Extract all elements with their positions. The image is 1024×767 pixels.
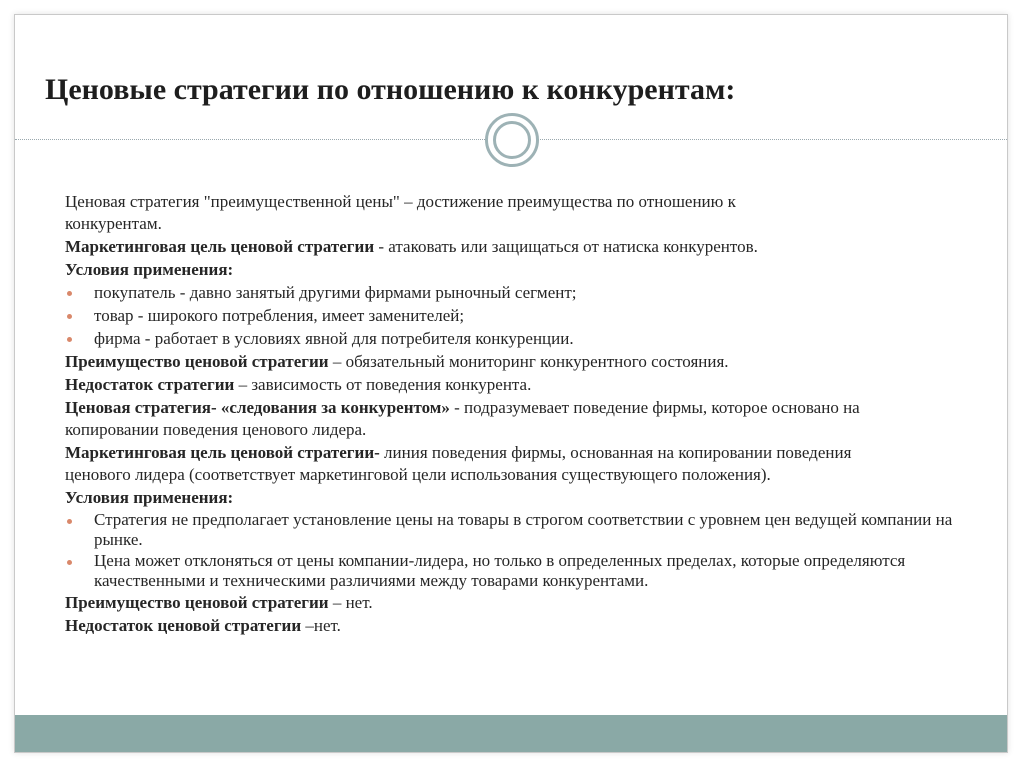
advantage-1-paragraph [65, 351, 965, 373]
goal-1-text: - атаковать или защищаться от натиска конкурентов. [374, 237, 758, 256]
list-item: товар - широкого потребления, имеет заменителей; [65, 305, 965, 327]
dot-bullet-icon [67, 519, 72, 524]
list-item: покупатель - давно занятый другими фирмами рыночный сегмент; [65, 282, 965, 304]
dot-bullet-icon [67, 314, 72, 319]
strategy-2-text: - подразумевает поведение фирмы, которое основано на копировании поведения ценового лидера. [65, 398, 860, 439]
advantage-2-text: – нет. [328, 593, 373, 612]
advantage-2-paragraph [65, 592, 965, 614]
slide-content [65, 191, 965, 637]
list-item: Цена может отклоняться от цены компании-лидера, но только в определенных пределах, которые определяются качественными и техническими различиями между товарами конкурентами. [65, 551, 984, 591]
goal-1-label: Маркетинговая цель ценовой стратегии [65, 237, 375, 256]
goal-1-paragraph [65, 236, 835, 258]
slide [14, 14, 1008, 753]
goal-2-paragraph [65, 442, 895, 486]
drawback-2-label: Недостаток ценовой стратегии [65, 616, 302, 635]
inner-ring [493, 121, 531, 159]
dot-bullet-icon [67, 337, 72, 342]
list-item: Стратегия не предполагает установление цены на товары в строгом соответствии с уровнем цен ведущей компании на рынке. [65, 510, 964, 550]
dot-bullet-icon [67, 560, 72, 565]
strategy-1-label: Ценовая стратегия "преимущественной цены" [65, 192, 400, 211]
conditions-2-heading: Условия применения: [65, 488, 234, 507]
strategy-1-paragraph [65, 191, 825, 235]
list-item: фирма - работает в условиях явной для потребителя конкуренции. [65, 328, 965, 350]
goal-2-text: линия поведения фирмы, основанная на копировании поведения ценового лидера (соответствует маркетинговой цели использования существующего положения). [65, 443, 852, 484]
strategy-2-label: Ценовая стратегия- «следования за конкурентом» [65, 398, 450, 417]
conditions-1-heading: Условия применения: [65, 260, 234, 279]
strategy-1-text: – достижение преимущества по отношению к конкурентам. [65, 192, 736, 233]
dot-bullet-icon [67, 291, 72, 296]
drawback-1-label: Недостаток стратегии [65, 375, 235, 394]
drawback-1-paragraph [65, 374, 965, 396]
drawback-2-paragraph [65, 615, 965, 637]
advantage-2-label: Преимущество ценовой стратегии [65, 593, 329, 612]
bottom-accent-bar [15, 715, 1007, 752]
advantage-1-label: Преимущество ценовой стратегии [65, 352, 329, 371]
strategy-2-paragraph [65, 397, 895, 441]
goal-2-label: Маркетинговая цель ценовой стратегии- [65, 443, 380, 462]
page-title: Ценовые стратегии по отношению к конкурентам: [45, 73, 736, 106]
drawback-1-text: – зависимость от поведения конкурента. [234, 375, 532, 394]
double-ring-icon [485, 113, 539, 167]
advantage-1-text: – обязательный мониторинг конкурентного состояния. [328, 352, 729, 371]
drawback-2-text: –нет. [301, 616, 341, 635]
